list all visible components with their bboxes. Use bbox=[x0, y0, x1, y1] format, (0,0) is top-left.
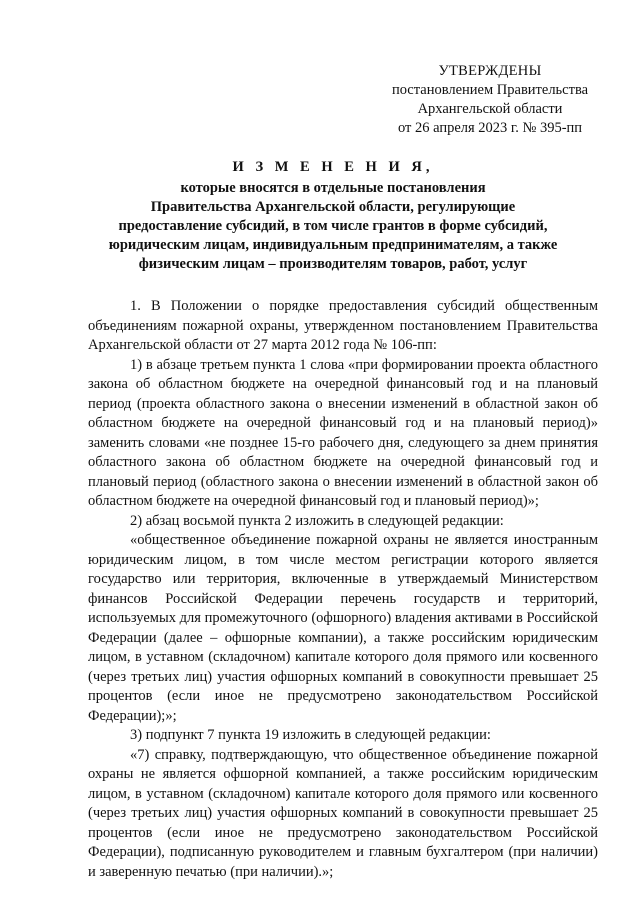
heading-title: И З М Е Н Е Н И Я, bbox=[232, 159, 434, 175]
approval-line-date: от 26 апреля 2023 г. № 395-пп bbox=[397, 120, 583, 136]
heading-line: Правительства Архангельской области, регулирующие bbox=[150, 199, 516, 215]
heading-line: юридическим лицам, индивидуальным предпринимателям, а также bbox=[108, 237, 558, 253]
heading-line: физическим лицам – производителям товаров, работ, услуг bbox=[138, 256, 528, 272]
approval-line-issuer: постановлением Правительства bbox=[391, 82, 589, 98]
body-paragraph: «7) справку, подтверждающую, что общественное объединение пожарной охраны не является офшорной компанией, а также российским юридическим лицом, в уставном (складочном) капитале которого доля прямого или косвенного (через третьих лиц) участия офшорных компаний в совокупности превышает 25 процентов (если иное не предусмотрено законодательством Российской Федерации), подписанную руководителем и главным бухгалтером (при наличии) и заверенную печатью (при наличии).»; bbox=[88, 746, 598, 880]
heading-line: предоставление субсидий, в том числе грантов в форме субсидий, bbox=[118, 218, 548, 234]
document-body bbox=[88, 297, 598, 882]
approval-block bbox=[370, 62, 610, 138]
approval-line-region: Архангельской области bbox=[417, 101, 563, 117]
document-heading bbox=[88, 158, 578, 274]
body-paragraph: «общественное объединение пожарной охраны не является иностранным юридическим лицом, в том числе местом регистрации которого является государство или территория, включенные в утверждаемый Министерством финансов Российской Федерации перечень государств и территорий, используемых для промежуточного (офшорного) владения активами в Российской Федерации (далее – офшорные компании), а также российским юридическим лицом, в уставном (складочном) капитале которого доля прямого или косвенного (через третьих лиц) участия офшорных компаний в совокупности превышает 25 процентов (если иное не предусмотрено законодательством Российской Федерации);»; bbox=[88, 532, 598, 724]
heading-line: которые вносятся в отдельные постановления bbox=[180, 180, 486, 196]
body-paragraph: 1. В Положении о порядке предоставления субсидий общественным объединениям пожарной охраны, утвержденном постановлением Правительства Архангельской области от 27 марта 2012 года № 106-пп: bbox=[88, 298, 598, 353]
body-paragraph: 3) подпункт 7 пункта 19 изложить в следующей редакции: bbox=[130, 727, 491, 743]
body-paragraph: 2) абзац восьмой пункта 2 изложить в следующей редакции: bbox=[130, 512, 504, 529]
body-paragraph: 1) в абзаце третьем пункта 1 слова «при формировании проекта областного закона об областном бюджете на очередной финансовый год и на плановый период (проекта областного закона о внесении изменений в областной закон об областном бюджете на очередной финансовый год и на плановый период)» заменить словами «не позднее 15-го рабочего дня, следующего за днем принятия областного закона об областном бюджете на очередной финансовый год и плановый период (областного закона о внесении изменений в областной закон об областном бюджете на очередной финансовый год и плановый период)»; bbox=[88, 356, 598, 509]
approval-title: УТВЕРЖДЕНЫ bbox=[438, 63, 542, 79]
